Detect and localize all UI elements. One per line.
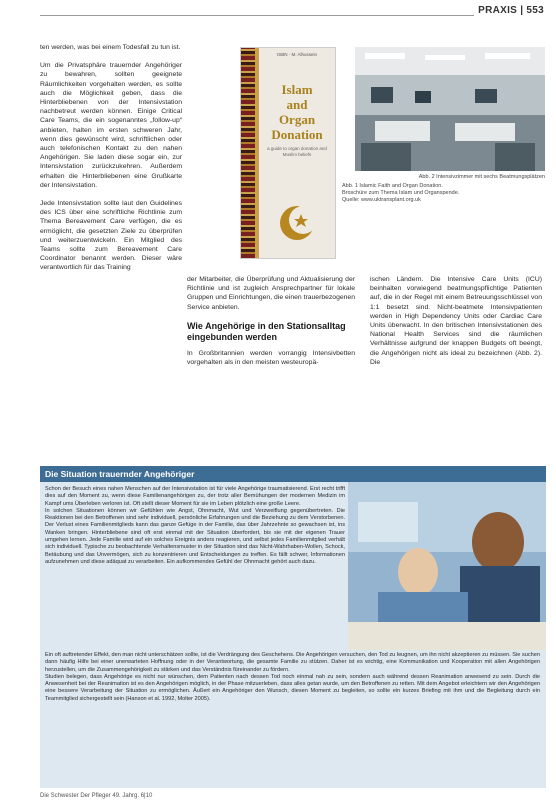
book-cover-image <box>240 47 336 259</box>
paragraph: Schon der Besuch eines nahen Menschen auf der Intensivstation ist für viele Angehörige traumatisierend. Erst recht trifft dies auf den Moment zu, wenn diese Familienangehörigen zu, der trotz aller Bemühungen der modernen Medizin im Kampf ums Überleben verloren ist. Oft stellt dieser Moment für sie im Leben plötzlich eine große Leere. <box>45 486 345 507</box>
figure-1-caption: Abb. 1 Islamic Faith and Organ Donation. Broschüre zum Thema Islam und Organspende. Quelle: www.uktransplant.org.uk <box>342 183 460 203</box>
column-2 <box>187 275 355 376</box>
icu-room-illustration <box>355 47 545 171</box>
page-header: PRAXIS | 553 <box>474 5 544 16</box>
paragraph: ischen Ländern. Die Intensive Care Units (ICU) beinhalten vorwiegend beatmungspflichtige Patienten auf, die in der Regel mit einem Betreuungsschlüssel von 1:1 besetzt sind. Nicht-beatmete Intensivpatienten werden in High Dependency Units oder Cardiac Care Units überwacht. In den britischen Intensivstationen des National Health Services sind die räumlichen Verhältnisse aufgrund der knappen Budgets oft beengt, die Angehörigen nicht als ideal zu bezeichnen (Abb. 2). Die <box>370 276 542 366</box>
book-subtitle: a guide to organ donation and Muslim beliefs <box>267 146 327 157</box>
info-box-text-wide <box>45 652 540 703</box>
crescent-star-icon <box>277 198 317 244</box>
info-box-text <box>45 486 345 566</box>
paragraph: ten werden, was bei einem Todesfall zu tun ist. <box>40 44 181 51</box>
book-title: Islam and Organ Donation <box>271 82 323 142</box>
icu-room-photo <box>355 47 545 171</box>
info-box-title: Die Situation trauernder Angehöriger <box>45 469 195 479</box>
relatives-photo <box>348 482 546 650</box>
paragraph: Jede Intensivstation sollte laut den Guidelines des ICS über eine schriftliche Richtlinie zum Thema Bereavement Care verfügen, die es ermöglicht, die gesetzten Ziele zu überprüfen und weiterzuentwickeln. Ein Mitglied des Teams sollte zum Bereavement Care Coordinator benannt werden. Dieser wäre verantwortlich für das Training <box>40 200 182 272</box>
column-1 <box>40 43 182 282</box>
page-footer: Die Schwester Der Pfleger 49. Jahrg. 6|10 <box>40 793 153 799</box>
column-3 <box>370 275 542 376</box>
header-rule <box>40 15 544 16</box>
paragraph: In Großbritannien werden vorrangig Intensivbetten vorgehalten als in den meisten westeuropä- <box>187 349 355 367</box>
ornament-band <box>241 48 255 258</box>
paragraph: In solchen Situationen können wir Gefühlen wie Angst, Ohnmacht, Wut und Verzweiflung gegenübertreten. Die Reaktionen bei den Betroffenen sind sehr individuell, persönliche Erfahrungen und die Beziehung zu dem Verstorbenen. Der Verlust eines Familienmitglieds kann das ganze Gefüge in der Familie, das über Jahrzehnte so gewachsen ist, ins Wanken bringen. Hinterbliebene sind oft erst einmal mit der Situation überfordert, bis sie mit der eigenen Trauer umgehen lernen. Jede Familie wird auf ein solches Ereignis anders reagieren, und selbst jedes Familienmitglied verhält sich individuell. Typische zu beobachtende Verhaltensmuster in der Situation sind das Nicht-Wahrhaben-Wollen, Schock, Betäubung und das Unvermögen, sich zu konzentrieren und Entscheidungen zu treffen. Es fällt schwer, Informationen aufzunehmen und diese adäquat zu verarbeiten. Ein aufkommendes Gefühl der Ohnmacht gehört auch dazu. <box>45 507 345 565</box>
book-author: ISBN · M. Alhussein <box>276 52 317 57</box>
section-heading: Wie Angehörige in den Stationsalltag eingebunden werden <box>187 320 346 342</box>
relatives-illustration <box>348 482 546 650</box>
paragraph: Um die Privatsphäre trauernder Angehöriger zu bewahren, sollten geeignete Räumlichkeiten vorgehalten werden, es sollte auch die Möglichkeit geben, dass die Hinterbliebenen von der Intensivstation nachbetreut werden können. Einige Critical Care Teams, die ein sogenanntes „follow-up“ anbieten, halten im ersten schweren Jahr, wenn dies gewünscht wird, schriftlichen oder auch telefonischen Kontakt zu den nahen Angehörigen. Sie laden diese sogar ein, zur Intensivstation zurückzukehren. Außerdem erhalten die Hinterbliebenen eine Grußkarte der Intensivstation. <box>40 62 182 189</box>
figure-2-caption: Abb. 2 Intensivzimmer mit sechs Beatmungsplätzen <box>418 174 545 180</box>
paragraph: der Mitarbeiter, die Überprüfung und Aktualisierung der Richtlinie und ist zugleich Ansprechpartner für lokale Gruppen und Einrichtungen, die einen trauerbezogenen Service anbieten. <box>187 276 355 311</box>
paragraph: Ein oft auftretender Effekt, den man nicht unterschätzen sollte, ist die Verdrängung des Geschehens. Die Angehörigen versuchen, den Tod zu leugnen, um ihn nicht akzeptieren zu müssen. Sie suchen dann häufig Hilfe bei einer unerwarteten Hoffnung oder in der Verantwortung, die gesamte Familie zu stützen. Daher ist es wichtig, eine Kommunikation und Kooperation mit allen Angehörigen herzustellen, um die Zusammengehörigkeit zu stärken und das Verständnis füreinander zu fördern. <box>45 652 540 673</box>
paragraph: Studien belegen, dass Angehörige es nicht nur wünschen, dem Patienten nach dessen Tod noch einmal nah zu sein, sondern auch während dessen Reanimation anwesend zu sein. Durch die Anwesenheit bei der Reanimation ist es den Angehörigen möglich, in der Phase mitzuerleben, dass alles getan wurde, um den Betroffenen zu retten. Mit dem Angebot erleichtern wir den Angehörigen eine bessere Verarbeitung der Situation zu ermöglichen. Äußert ein Angehöriger den Wunsch, diesen Moment zu begleiten, so sollte ein kurzes Briefing mit ihm und die Begleitung durch ein Teammitglied sichergestellt sein (Hanson et al. 1992, Molter 2005). <box>45 673 540 702</box>
